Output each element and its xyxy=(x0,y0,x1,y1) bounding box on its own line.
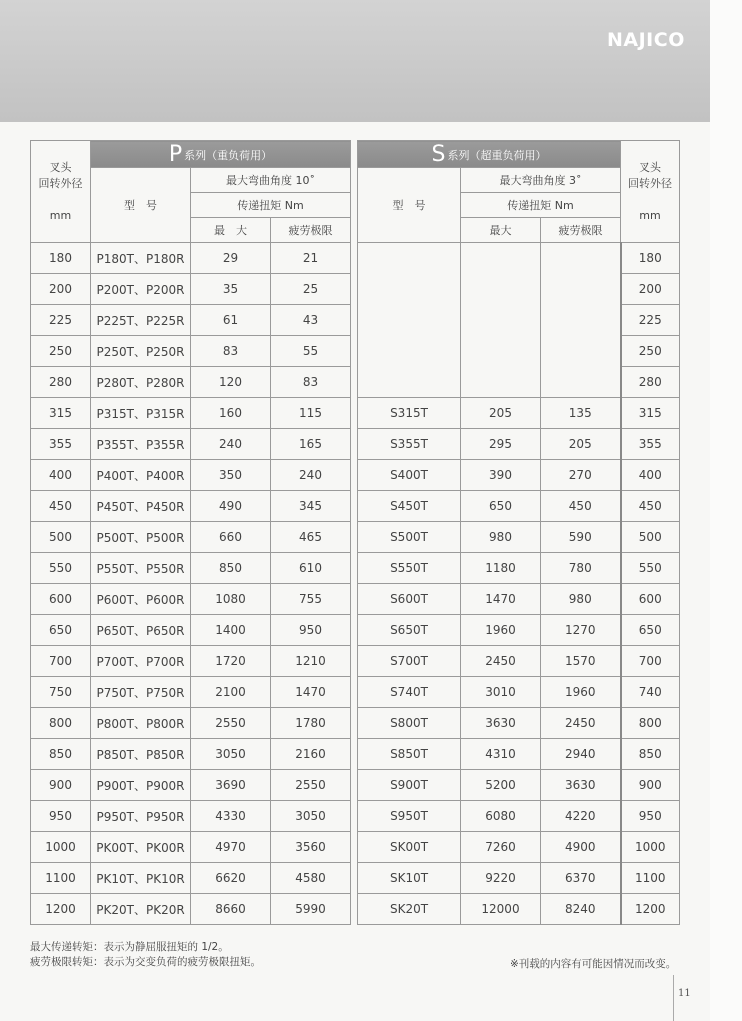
max-torque-cell: 7260 xyxy=(461,832,541,863)
max-torque-cell: 160 xyxy=(191,398,271,429)
fatigue-torque-cell: 205 xyxy=(541,429,621,460)
model-cell: S550T xyxy=(358,553,461,584)
diameter-cell: 225 xyxy=(31,305,91,336)
model-cell: P900T、P900R xyxy=(91,770,191,801)
s-series-title: S 系列（超重负荷用） xyxy=(358,141,621,168)
max-torque-cell: 660 xyxy=(191,522,271,553)
table-row xyxy=(31,491,351,522)
diameter-cell: 750 xyxy=(31,677,91,708)
fatigue-torque-cell: 25 xyxy=(271,274,351,305)
model-cell: S850T xyxy=(358,739,461,770)
model-cell: S500T xyxy=(358,522,461,553)
fatigue-header: 疲劳极限 xyxy=(541,218,621,243)
fatigue-torque-cell: 980 xyxy=(541,584,621,615)
table-row xyxy=(31,522,351,553)
max-torque-cell: 1720 xyxy=(191,646,271,677)
model-cell: S400T xyxy=(358,460,461,491)
disclaimer: ※刊载的内容有可能因情况而改变。 xyxy=(510,958,677,970)
model-cell: S315T xyxy=(358,398,461,429)
max-torque-cell: 240 xyxy=(191,429,271,460)
p-series-title: P 系列（重负荷用） xyxy=(91,141,351,168)
fatigue-torque-cell: 1780 xyxy=(271,708,351,739)
fatigue-torque-cell: 3560 xyxy=(271,832,351,863)
fatigue-torque-cell: 4900 xyxy=(541,832,621,863)
diameter-cell: 600 xyxy=(31,584,91,615)
empty-cell xyxy=(461,243,541,398)
max-torque-cell: 3690 xyxy=(191,770,271,801)
model-cell: P315T、P315R xyxy=(91,398,191,429)
fatigue-torque-cell: 1960 xyxy=(541,677,621,708)
page-edge xyxy=(710,0,742,1021)
table-row xyxy=(31,832,351,863)
fatigue-torque-cell: 8240 xyxy=(541,894,621,925)
max-torque-cell: 4310 xyxy=(461,739,541,770)
model-cell: S450T xyxy=(358,491,461,522)
diameter-cell: 400 xyxy=(31,460,91,491)
fatigue-torque-cell: 135 xyxy=(541,398,621,429)
diameter-cell: 950 xyxy=(621,801,680,832)
fatigue-torque-cell: 55 xyxy=(271,336,351,367)
max-torque-cell: 8660 xyxy=(191,894,271,925)
table-row xyxy=(358,615,680,646)
table-row xyxy=(358,429,680,460)
diameter-cell: 600 xyxy=(621,584,680,615)
angle-header: 最大弯曲角度 3˚ xyxy=(461,168,621,193)
model-cell: P800T、P800R xyxy=(91,708,191,739)
diameter-cell: 500 xyxy=(621,522,680,553)
max-torque-cell: 390 xyxy=(461,460,541,491)
table-row xyxy=(31,770,351,801)
diameter-cell: 1000 xyxy=(31,832,91,863)
max-torque-cell: 490 xyxy=(191,491,271,522)
table-row xyxy=(31,677,351,708)
fatigue-torque-cell: 465 xyxy=(271,522,351,553)
max-torque-cell: 2100 xyxy=(191,677,271,708)
s-series-table xyxy=(357,140,680,925)
model-cell: P355T、P355R xyxy=(91,429,191,460)
max-torque-cell: 350 xyxy=(191,460,271,491)
diameter-cell: 700 xyxy=(31,646,91,677)
diameter-header: 叉头 回转外径 mm xyxy=(621,141,680,243)
model-cell: S650T xyxy=(358,615,461,646)
table-row xyxy=(358,708,680,739)
max-torque-cell: 4970 xyxy=(191,832,271,863)
fatigue-torque-cell: 1470 xyxy=(271,677,351,708)
table-row xyxy=(31,801,351,832)
fatigue-torque-cell: 2160 xyxy=(271,739,351,770)
diameter-cell: 225 xyxy=(621,305,680,336)
table-row xyxy=(358,770,680,801)
diameter-cell: 1200 xyxy=(621,894,680,925)
fatigue-torque-cell: 1270 xyxy=(541,615,621,646)
model-cell: SK10T xyxy=(358,863,461,894)
torque-header: 传递扭矩 Nm xyxy=(191,193,351,218)
table-row xyxy=(31,336,351,367)
model-cell: P280T、P280R xyxy=(91,367,191,398)
fatigue-torque-cell: 4580 xyxy=(271,863,351,894)
diameter-cell: 450 xyxy=(31,491,91,522)
max-torque-cell: 205 xyxy=(461,398,541,429)
max-torque-cell: 1400 xyxy=(191,615,271,646)
diameter-cell: 1100 xyxy=(31,863,91,894)
najico-logo: NAJICO xyxy=(607,29,685,51)
diameter-cell: 355 xyxy=(621,429,680,460)
diameter-cell: 850 xyxy=(621,739,680,770)
table-row xyxy=(31,739,351,770)
diameter-cell: 200 xyxy=(621,274,680,305)
model-header: 型 号 xyxy=(91,168,191,243)
table-row xyxy=(31,367,351,398)
fatigue-torque-cell: 5990 xyxy=(271,894,351,925)
fatigue-torque-cell: 165 xyxy=(271,429,351,460)
max-torque-cell: 3630 xyxy=(461,708,541,739)
table-row xyxy=(358,832,680,863)
table-row xyxy=(31,460,351,491)
max-header: 最大 xyxy=(461,218,541,243)
diameter-cell: 900 xyxy=(31,770,91,801)
max-torque-cell: 1960 xyxy=(461,615,541,646)
diameter-cell: 180 xyxy=(31,243,91,274)
fatigue-torque-cell: 450 xyxy=(541,491,621,522)
diameter-cell: 800 xyxy=(621,708,680,739)
empty-cell xyxy=(541,243,621,398)
table-row xyxy=(31,584,351,615)
diameter-cell: 1200 xyxy=(31,894,91,925)
diameter-cell: 280 xyxy=(31,367,91,398)
torque-header: 传递扭矩 Nm xyxy=(461,193,621,218)
fatigue-torque-cell: 1210 xyxy=(271,646,351,677)
fatigue-torque-cell: 780 xyxy=(541,553,621,584)
p-series-table xyxy=(30,140,351,925)
model-cell: S600T xyxy=(358,584,461,615)
table-row xyxy=(31,398,351,429)
table-row xyxy=(358,584,680,615)
table-row xyxy=(358,522,680,553)
diameter-cell: 355 xyxy=(31,429,91,460)
diameter-cell: 850 xyxy=(31,739,91,770)
table-row xyxy=(358,553,680,584)
fatigue-torque-cell: 21 xyxy=(271,243,351,274)
diameter-cell: 550 xyxy=(31,553,91,584)
fatigue-torque-cell: 115 xyxy=(271,398,351,429)
model-cell: P200T、P200R xyxy=(91,274,191,305)
table-row xyxy=(31,243,351,274)
footnote-fatigue-torque: 疲劳极限转矩：表示为交变负荷的疲劳极限扭矩。 xyxy=(30,956,261,968)
diameter-cell: 1100 xyxy=(621,863,680,894)
max-torque-cell: 5200 xyxy=(461,770,541,801)
header-band xyxy=(0,0,710,122)
model-cell: PK20T、PK20R xyxy=(91,894,191,925)
model-cell: S900T xyxy=(358,770,461,801)
table-row xyxy=(358,243,680,274)
max-torque-cell: 83 xyxy=(191,336,271,367)
diameter-cell: 1000 xyxy=(621,832,680,863)
model-cell: SK20T xyxy=(358,894,461,925)
fatigue-torque-cell: 590 xyxy=(541,522,621,553)
max-torque-cell: 295 xyxy=(461,429,541,460)
model-cell: P650T、P650R xyxy=(91,615,191,646)
fatigue-torque-cell: 3630 xyxy=(541,770,621,801)
diameter-cell: 315 xyxy=(621,398,680,429)
model-cell: P400T、P400R xyxy=(91,460,191,491)
model-cell: S700T xyxy=(358,646,461,677)
diameter-cell: 180 xyxy=(621,243,680,274)
diameter-cell: 400 xyxy=(621,460,680,491)
max-torque-cell: 6080 xyxy=(461,801,541,832)
max-torque-cell: 2450 xyxy=(461,646,541,677)
diameter-cell: 650 xyxy=(621,615,680,646)
footnotes xyxy=(30,940,261,970)
model-cell: P950T、P950R xyxy=(91,801,191,832)
fatigue-torque-cell: 755 xyxy=(271,584,351,615)
diameter-cell: 450 xyxy=(621,491,680,522)
table-row xyxy=(358,677,680,708)
diameter-cell: 250 xyxy=(31,336,91,367)
diameter-header: 叉头 回转外径 mm xyxy=(31,141,91,243)
max-torque-cell: 1180 xyxy=(461,553,541,584)
page-number: 11 xyxy=(678,988,691,999)
table-row xyxy=(358,894,680,925)
model-cell: P225T、P225R xyxy=(91,305,191,336)
model-cell: S740T xyxy=(358,677,461,708)
fatigue-torque-cell: 4220 xyxy=(541,801,621,832)
model-cell: PK00T、PK00R xyxy=(91,832,191,863)
model-cell: S800T xyxy=(358,708,461,739)
table-row xyxy=(358,398,680,429)
fatigue-torque-cell: 43 xyxy=(271,305,351,336)
max-torque-cell: 650 xyxy=(461,491,541,522)
max-torque-cell: 61 xyxy=(191,305,271,336)
diameter-cell: 740 xyxy=(621,677,680,708)
max-header: 最 大 xyxy=(191,218,271,243)
max-torque-cell: 4330 xyxy=(191,801,271,832)
table-row xyxy=(358,801,680,832)
table-row xyxy=(358,646,680,677)
model-cell: P850T、P850R xyxy=(91,739,191,770)
max-torque-cell: 980 xyxy=(461,522,541,553)
table-row xyxy=(358,460,680,491)
table-row xyxy=(31,708,351,739)
max-torque-cell: 12000 xyxy=(461,894,541,925)
table-row xyxy=(358,491,680,522)
max-torque-cell: 850 xyxy=(191,553,271,584)
max-torque-cell: 1470 xyxy=(461,584,541,615)
model-header: 型 号 xyxy=(358,168,461,243)
fatigue-torque-cell: 240 xyxy=(271,460,351,491)
fatigue-torque-cell: 2940 xyxy=(541,739,621,770)
table-row xyxy=(31,305,351,336)
model-cell: SK00T xyxy=(358,832,461,863)
table-row xyxy=(31,615,351,646)
footnote-max-torque: 最大传递转矩：表示为静屈服扭矩的 1/2。 xyxy=(30,941,229,953)
max-torque-cell: 29 xyxy=(191,243,271,274)
fatigue-torque-cell: 950 xyxy=(271,615,351,646)
table-row xyxy=(31,646,351,677)
diameter-cell: 250 xyxy=(621,336,680,367)
fatigue-torque-cell: 270 xyxy=(541,460,621,491)
model-cell: P550T、P550R xyxy=(91,553,191,584)
max-torque-cell: 120 xyxy=(191,367,271,398)
model-cell: P250T、P250R xyxy=(91,336,191,367)
diameter-cell: 950 xyxy=(31,801,91,832)
diameter-cell: 315 xyxy=(31,398,91,429)
model-cell: P180T、P180R xyxy=(91,243,191,274)
max-torque-cell: 3010 xyxy=(461,677,541,708)
max-torque-cell: 2550 xyxy=(191,708,271,739)
empty-cell xyxy=(358,243,461,398)
diameter-cell: 650 xyxy=(31,615,91,646)
table-row xyxy=(358,863,680,894)
model-cell: P600T、P600R xyxy=(91,584,191,615)
fatigue-torque-cell: 1570 xyxy=(541,646,621,677)
max-torque-cell: 9220 xyxy=(461,863,541,894)
model-cell: S355T xyxy=(358,429,461,460)
table-row xyxy=(31,274,351,305)
model-cell: P700T、P700R xyxy=(91,646,191,677)
fatigue-torque-cell: 345 xyxy=(271,491,351,522)
diameter-cell: 500 xyxy=(31,522,91,553)
model-cell: P750T、P750R xyxy=(91,677,191,708)
max-torque-cell: 6620 xyxy=(191,863,271,894)
fatigue-torque-cell: 83 xyxy=(271,367,351,398)
model-cell: PK10T、PK10R xyxy=(91,863,191,894)
diameter-cell: 550 xyxy=(621,553,680,584)
max-torque-cell: 1080 xyxy=(191,584,271,615)
diameter-cell: 700 xyxy=(621,646,680,677)
fatigue-torque-cell: 3050 xyxy=(271,801,351,832)
table-row xyxy=(31,863,351,894)
table-row xyxy=(31,429,351,460)
fatigue-torque-cell: 610 xyxy=(271,553,351,584)
max-torque-cell: 3050 xyxy=(191,739,271,770)
diameter-cell: 800 xyxy=(31,708,91,739)
fatigue-torque-cell: 2550 xyxy=(271,770,351,801)
max-torque-cell: 35 xyxy=(191,274,271,305)
margin-rule xyxy=(673,975,674,1021)
fatigue-torque-cell: 2450 xyxy=(541,708,621,739)
model-cell: P500T、P500R xyxy=(91,522,191,553)
table-row xyxy=(358,739,680,770)
table-row xyxy=(31,553,351,584)
diameter-cell: 900 xyxy=(621,770,680,801)
model-cell: S950T xyxy=(358,801,461,832)
diameter-cell: 200 xyxy=(31,274,91,305)
fatigue-torque-cell: 6370 xyxy=(541,863,621,894)
model-cell: P450T、P450R xyxy=(91,491,191,522)
angle-header: 最大弯曲角度 10˚ xyxy=(191,168,351,193)
table-row xyxy=(31,894,351,925)
diameter-cell: 280 xyxy=(621,367,680,398)
fatigue-header: 疲劳极限 xyxy=(271,218,351,243)
